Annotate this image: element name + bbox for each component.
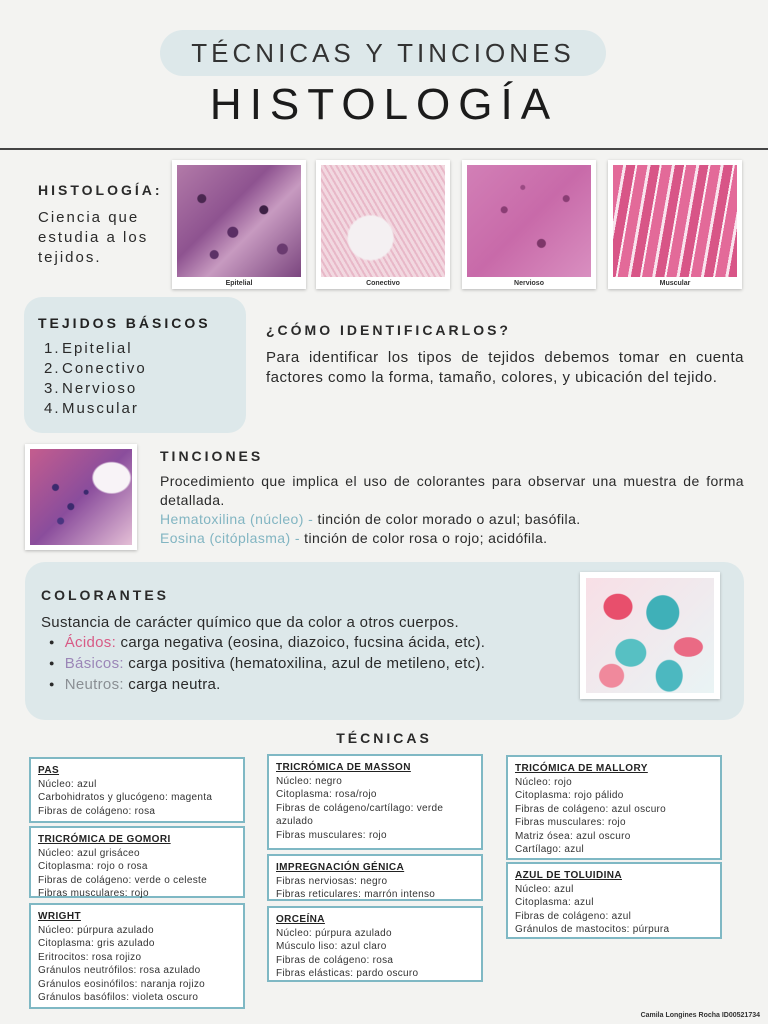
tejidos-panel bbox=[24, 297, 246, 433]
tecnica-title: TRICRÓMICA DE MASSON bbox=[276, 762, 411, 773]
tecnica-line: azulado bbox=[276, 816, 314, 827]
header-divider bbox=[0, 148, 768, 150]
tecnicas-heading: TÉCNICAS bbox=[336, 730, 432, 746]
tecnica-line: Eritrocitos: rosa rojizo bbox=[38, 951, 142, 963]
tincion-micrograph bbox=[30, 449, 132, 545]
tecnica-line: Fibras reticulares: marrón intenso bbox=[276, 889, 436, 900]
page-title: HISTOLOGÍA bbox=[209, 80, 559, 129]
author-credit: Camila Longines Rocha ID00521734 bbox=[640, 1012, 760, 1019]
tecnica-title: TRICRÓMICA DE GOMORI bbox=[38, 834, 171, 845]
epitelial-micrograph bbox=[177, 165, 301, 277]
list-item: ● Ácidos: carga negativa (eosina, diazoico, fucsina ácida, etc). bbox=[49, 633, 581, 654]
tecnica-line: Fibras musculares: rojo bbox=[276, 829, 387, 841]
tissue-caption: Muscular bbox=[659, 280, 691, 287]
tissue-caption: Conectivo bbox=[366, 280, 400, 287]
tissue-caption: Nervioso bbox=[514, 280, 544, 287]
tecnica-title: WRIGHT bbox=[38, 911, 81, 922]
tecnica-line: Citoplasma: rojo o rosa bbox=[38, 861, 148, 872]
tecnica-toluidina bbox=[506, 862, 722, 939]
tecnica-impregnacion bbox=[267, 854, 483, 901]
tecnica-line: Núcleo: rojo bbox=[515, 776, 572, 788]
list-item: 4.Muscular bbox=[44, 400, 139, 417]
tissue-image-epitelial bbox=[172, 160, 306, 289]
tecnica-wright bbox=[29, 903, 245, 1009]
histologia-definition: Ciencia que estudia a los tejidos. bbox=[38, 209, 149, 266]
list-item: 3.Nervioso bbox=[44, 380, 138, 397]
histologia-heading: HISTOLOGÍA: bbox=[38, 182, 163, 198]
list-item: 2.Conectivo bbox=[44, 360, 147, 377]
tecnica-line: Núcleo: azul bbox=[38, 778, 97, 790]
tecnica-line: Núcleo: azul grisáceo bbox=[38, 847, 140, 859]
tecnica-line: Fibras musculares: rojo bbox=[515, 817, 626, 828]
tecnica-line: Fibras de colágeno/cartílago: verde bbox=[276, 802, 444, 814]
tecnica-title: TRICÓMICA DE MALLORY bbox=[515, 763, 648, 774]
tecnica-line: Núcleo: negro bbox=[276, 775, 343, 787]
tecnica-line: Núcleo: azul bbox=[515, 883, 574, 895]
nervioso-micrograph bbox=[467, 165, 591, 277]
conectivo-micrograph bbox=[321, 165, 445, 277]
eosina-term: Eosina (citóplasma) - bbox=[160, 530, 300, 546]
tecnica-line: Fibras de colágeno: azul oscuro bbox=[515, 803, 667, 815]
eosina-desc: tinción de color rosa o rojo; acidófila. bbox=[299, 530, 548, 546]
colorantes-text: Sustancia de carácter químico que da color a otros cuerpos. bbox=[41, 614, 459, 631]
tecnica-line: Núcleo: púrpura azulado bbox=[38, 924, 154, 936]
tecnica-title: AZUL DE TOLUIDINA bbox=[515, 870, 622, 881]
tecnica-line: Fibras de colágeno: verde o celeste bbox=[38, 874, 207, 886]
hematoxilina-term: Hematoxilina (núcleo) - bbox=[160, 511, 314, 527]
tecnica-gomori bbox=[29, 826, 245, 898]
list-item: ● Básicos: carga positiva (hematoxilina, azul de metileno, etc). bbox=[49, 654, 581, 675]
hematoxilina-line bbox=[160, 510, 744, 529]
tecnica-line: Gránulos neutrófilos: rosa azulado bbox=[38, 965, 201, 976]
tecnica-line: Músculo liso: azul claro bbox=[276, 941, 387, 952]
tecnica-title: IMPREGNACIÓN GÉNICA bbox=[276, 862, 405, 873]
tissue-image-conectivo bbox=[316, 160, 450, 289]
list-item: ● Neutros: carga neutra. bbox=[49, 675, 581, 696]
colorantes-heading: COLORANTES bbox=[41, 587, 169, 603]
tecnica-line: Fibras de colágeno: rosa bbox=[38, 805, 156, 817]
tecnica-line: Citoplasma: gris azulado bbox=[38, 938, 155, 949]
tecnica-line: Fibras nerviosas: negro bbox=[276, 875, 388, 887]
como-text: Para identificar los tipos de tejidos debemos tomar en cuenta factores como la forma, tamaño, colores, y ubicación del tejido. bbox=[266, 349, 744, 386]
tecnica-line: Citoplasma: rosa/rojo bbox=[276, 789, 377, 800]
colorantes-micrograph bbox=[586, 578, 714, 693]
colorantes-image bbox=[580, 572, 720, 699]
tecnica-line: Núcleo: púrpura azulado bbox=[276, 927, 392, 939]
tecnica-line: Gránulos de mastocitos: púrpura bbox=[515, 924, 670, 935]
tecnica-masson bbox=[267, 754, 483, 850]
tecnica-mallory bbox=[506, 755, 722, 860]
tejidos-list bbox=[44, 339, 147, 419]
tissue-image-nervioso bbox=[462, 160, 596, 289]
muscular-micrograph bbox=[613, 165, 737, 277]
tecnica-line: Gránulos basófilos: violeta oscuro bbox=[38, 992, 199, 1003]
tinciones-body bbox=[160, 472, 744, 548]
tinciones-text: Procedimiento que implica el uso de colorantes para observar una muestra de forma detallada. bbox=[160, 473, 744, 508]
tecnica-line: Cartílago: azul bbox=[515, 844, 584, 855]
tecnica-line: Fibras musculares: rojo bbox=[38, 888, 149, 899]
tejidos-heading: TEJIDOS BÁSICOS bbox=[38, 315, 211, 331]
tissue-image-muscular bbox=[608, 160, 742, 289]
como-heading: ¿CÓMO IDENTIFICARLOS? bbox=[266, 322, 511, 338]
page-subtitle: TÉCNICAS Y TINCIONES bbox=[191, 38, 575, 68]
colorantes-body bbox=[41, 613, 581, 696]
tincion-image bbox=[25, 444, 137, 550]
tecnica-line: Fibras de colágeno: rosa bbox=[276, 954, 394, 966]
tecnica-line: Fibras elásticas: pardo oscuro bbox=[276, 968, 419, 979]
tecnica-line: Citoplasma: rojo pálido bbox=[515, 790, 624, 801]
tecnica-line: Carbohidratos y glucógeno: magenta bbox=[38, 792, 213, 803]
tecnica-title: PAS bbox=[38, 765, 60, 776]
tecnica-line: Gránulos eosinófilos: naranja rojizo bbox=[38, 978, 205, 990]
tecnica-line: Matriz ósea: azul oscuro bbox=[515, 830, 631, 842]
tecnica-title: ORCEÍNA bbox=[276, 914, 325, 925]
colorantes-list bbox=[41, 633, 581, 696]
list-item: 1.Epitelial bbox=[44, 340, 133, 357]
tissue-caption: Epitelial bbox=[225, 280, 253, 287]
tinciones-heading: TINCIONES bbox=[160, 448, 264, 464]
tecnica-pas bbox=[29, 757, 245, 823]
eosina-line bbox=[160, 529, 744, 548]
tecnica-line: Fibras de colágeno: azul bbox=[515, 910, 632, 922]
tecnica-orceina bbox=[267, 906, 483, 982]
hematoxilina-desc: tinción de color morado o azul; basófila. bbox=[313, 511, 581, 527]
tecnica-line: Citoplasma: azul bbox=[515, 897, 594, 908]
